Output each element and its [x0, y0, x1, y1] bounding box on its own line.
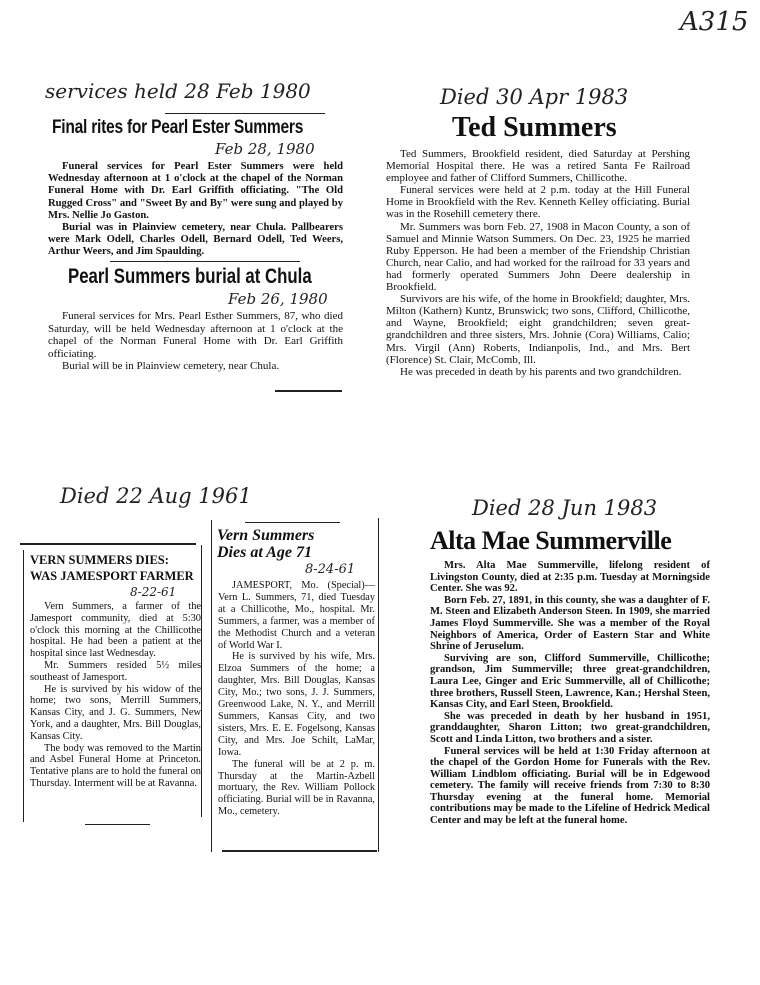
headline: [217, 527, 314, 561]
handwritten-date: 8-22-61: [130, 585, 177, 599]
article-body: [386, 148, 690, 378]
paragraph: He is survived by his widow of the home; two sons, Merrill Summers, Kansas City, and J. G. Summers, New York, and a daughter, Mrs. Bill Douglas, Kansas City.: [30, 683, 201, 742]
paragraph: Born Feb. 27, 1891, in this county, she was a daughter of F. M. Steen and Elizabeth Anderson Steen. In 1909, she married James Floyd Summerville. She was a member of the Royal Neighbors of America, Order of Eastern Star and White Shrine of Jeruselum.: [430, 594, 710, 653]
handwritten-note: Died 28 Jun 1983: [472, 496, 658, 520]
article-body: [48, 310, 343, 373]
divider: [165, 113, 325, 114]
article-body: [30, 601, 201, 790]
paragraph: Ted Summers, Brookfield resident, died Saturday at Pershing Memorial Hospital there. He was a retired Santa Fe Railroad employee and father of Clifford Summers, Chillicothe.: [386, 148, 690, 185]
divider: [275, 390, 342, 392]
paragraph: The body was removed to the Martin and Asbel Funeral Home at Princeton. Tentative plans are to hold the funeral on Thursday. Interment will be at Ravanna.: [30, 742, 201, 789]
border-line: [211, 520, 212, 852]
paragraph: Funeral services for Mrs. Pearl Esther Summers, 87, who died Saturday, will be held Wednesday afternoon at 1 o'clock at the chapel of the Norman Funeral Home with Dr. Earl Griffith officiating.: [48, 310, 343, 360]
divider: [85, 824, 150, 825]
headline: Alta Mae Summerville: [430, 526, 672, 555]
handwritten-date: Feb 26, 1980: [228, 290, 328, 308]
paragraph: Mr. Summers was born Feb. 27, 1908 in Macon County, a son of Samuel and Minnie Watson Summers. On Dec. 23, 1925 he married Ruby Epperson. He had been a member of the Friendship Christian Church, near Calio, and had worked for the railroad for 33 years and had formerly operated Summers John Deere dealership in Brookfield.: [386, 220, 690, 294]
handwritten-date: 8-24-61: [305, 562, 356, 577]
handwritten-note: Died 22 Aug 1961: [60, 484, 252, 508]
border-line: [23, 550, 24, 822]
handwritten-date: Feb 28, 1980: [215, 140, 315, 158]
headline: Final rites for Pearl Ester Summers: [52, 117, 304, 138]
headline: [30, 552, 194, 584]
paragraph: Funeral services were held at 2 p.m. today at the Hill Funeral Home in Brookfield with the Rev. Kenneth Kelley officiating. Burial was in the Rosehill cemetery there.: [386, 184, 690, 221]
paragraph: Funeral services for Pearl Ester Summers were held Wednesday afternoon at 1 o'clock at the chapel of the Norman Funeral Home with Dr. Earl Griffith officiating. "The Old Rugged Cross" and "Sweet By and By" were sung and played by Mrs. Nellie Jo Gaston.: [48, 161, 343, 221]
paragraph: She was preceded in death by her husband in 1951, granddaughter, Sharon Litton; two great-grandchildren, Scott and Linda Litton, two brothers and a sister.: [430, 710, 710, 745]
headline-line: VERN SUMMERS DIES:: [30, 553, 169, 567]
paragraph: Surviving are son, Clifford Summerville, Chillicothe; grandson, Jim Summerville; three great-grandchildren, Laura Lee, Ginger and Eric Summerville, all of Chillicothe; three brothers, Russell Steen, Lawrence, Kan.; Hershal Steen, Kansas City, and Earl Steen, Brookfield.: [430, 652, 710, 711]
headline: Pearl Summers burial at Chula: [68, 265, 312, 288]
article-body: [430, 560, 710, 827]
page-annotation: A315: [680, 7, 749, 37]
divider: [222, 850, 377, 852]
divider: [20, 543, 196, 545]
paragraph: Funeral services will be held at 1:30 Friday afternoon at the chapel of the Gordon Home for Funerals with the Rev. William Lindblom officiating. Burial will be in Edgewood cemetery. The family will receive friends from 7:30 to 8:30 Thursday evening at the funeral home. Memorial contributions may be made to the Lifeline of Hedrick Medical Center and may be left at the funeral home.: [430, 745, 710, 827]
article-body: [218, 580, 375, 818]
border-line: [378, 518, 379, 852]
headline-line: Dies at Age 71: [217, 544, 312, 561]
paragraph: The funeral will be at 2 p. m. Thursday at the Martin-Azbell mortuary, the Rev. William Pollock officiating. Burial will be in Ravanna, Mo., cemetery.: [218, 758, 375, 818]
paragraph: Burial was in Plainview cemetery, near Chula. Pallbearers were Mark Odell, Charles Odell, Bernard Odell, Ted Weers, Arthur Weers, and Jim Spaulding.: [48, 222, 343, 258]
headline-line: Vern Summers: [217, 527, 315, 544]
paragraph: He was preceded in death by his parents and two grandchildren.: [400, 365, 682, 378]
headline: Ted Summers: [452, 112, 617, 143]
article-body: [48, 161, 343, 259]
divider: [110, 261, 300, 262]
paragraph: JAMESPORT, Mo. (Special)—Vern L. Summers, 71, died Tuesday at a Chillicothe, Mo., hospital. Mr. Summers, a farmer, was a member of the Methodist Church and a veteran of World War I.: [218, 580, 375, 651]
paragraph: Burial will be in Plainview cemetery, near Chula.: [62, 360, 280, 372]
headline-line: WAS JAMESPORT FARMER: [30, 569, 194, 583]
divider: [245, 522, 340, 523]
paragraph: Mr. Summers resided 5½ miles southeast of Jamesport.: [30, 659, 201, 683]
handwritten-note: Died 30 Apr 1983: [440, 85, 629, 109]
border-line: [201, 545, 202, 817]
paragraph: He is survived by his wife, Mrs. Elzoa Summers of the home; a daughter, Mrs. Bill Douglas, Kansas City, Mo.; two sons, J. J. Summers, Greenwood Lake, N. Y., and Merrill Summers, Kansas City, and two sisters, Mrs. E. E. Fogelsong, Kansas City, and Mrs. Joe Schilt, LaMar, Iowa.: [218, 651, 375, 758]
paragraph: Survivors are his wife, of the home in Brookfield; daughter, Mrs. Milton (Kathern) Kuntz, Brunswick; two sons, Clifford, Chillicothe, and Wayne, Brookfield; eight grandchildren; seven great-grandchildren and three sisters, Mrs. Johnie (Cora) Williams, Calio; Mrs. Virgil (Ann) Roberts, Indianpolis, Ind., and Mrs. Bert (Florence) St. Clair, McComb, Ill.: [386, 293, 690, 366]
paragraph: Vern Summers, a farmer of the Jamesport community, died at 5:30 o'clock this morning at the Chillicothe hospital. He had been a patient at the hospital since last Wednesday.: [30, 601, 201, 660]
handwritten-note: services held 28 Feb 1980: [45, 79, 311, 103]
paragraph: Mrs. Alta Mae Summerville, lifelong resident of Livingston County, died at 2:35 p.m. Tuesday at Morningside Center. She was 92.: [430, 560, 710, 595]
